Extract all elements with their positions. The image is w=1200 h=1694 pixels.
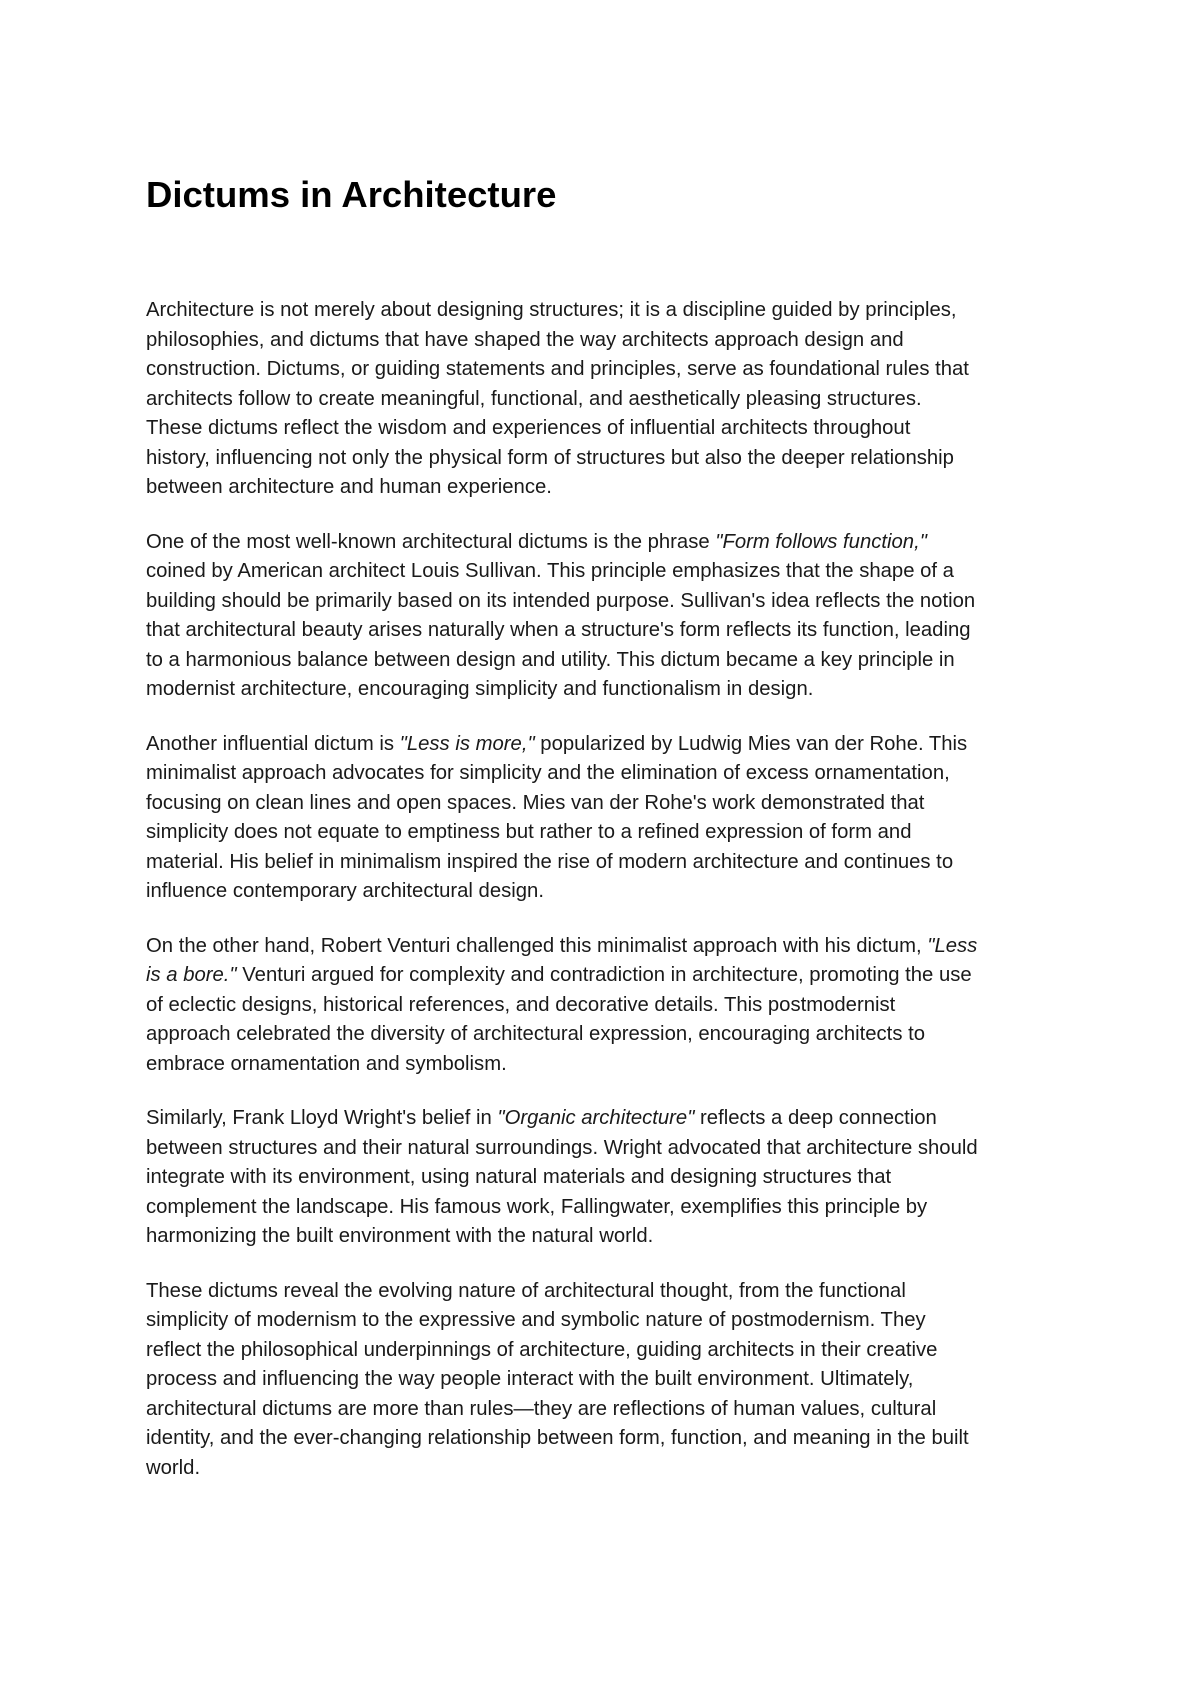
text-run: simplicity does not equate to emptiness but rather to a refined expression of form and: [146, 821, 912, 843]
text-run: These dictums reflect the wisdom and experiences of influential architects throughout: [146, 417, 911, 439]
text-line: [146, 1277, 1066, 1307]
text-run: that architectural beauty arises naturally when a structure's form reflects its function, leading: [146, 619, 971, 641]
text-run: One of the most well-known architectural dictums is the phrase: [146, 530, 716, 553]
text-run: coined by American architect Louis Sullivan. This principle emphasizes that the shape of a: [146, 560, 954, 582]
text-run: architectural dictums are more than rules—they are reflections of human values, cultural: [146, 1397, 937, 1420]
text-run: process and influencing the way people interact with the built environment. Ultimately,: [146, 1368, 914, 1390]
text-run: Architecture is not merely about designing structures; it is a discipline guided by principles,: [146, 299, 957, 321]
text-line: [146, 789, 1066, 819]
text-line: [146, 587, 1066, 617]
text-line: [146, 1050, 1066, 1080]
quoted-dictum: is a bore.": [146, 964, 237, 986]
text-line: [146, 1424, 1066, 1454]
text-run: approach celebrated the diversity of architectural expression, encouraging architects to: [146, 1023, 926, 1045]
text-line: [146, 557, 1066, 587]
text-line: [146, 616, 1066, 646]
text-run: between structures and their natural surroundings. Wright advocated that architecture should: [146, 1136, 978, 1159]
text-run: integrate with its environment, using natural materials and designing structures that: [146, 1166, 892, 1188]
text-line: [146, 1395, 1066, 1425]
quoted-dictum: "Organic architecture": [497, 1107, 695, 1129]
text-run: reflects a deep connection: [694, 1107, 937, 1129]
text-line: [146, 1134, 1066, 1164]
text-run: embrace ornamentation and symbolism.: [146, 1052, 507, 1075]
text-run: philosophies, and dictums that have shaped the way architects approach design and: [146, 328, 904, 351]
text-run: influence contemporary architectural design.: [146, 880, 544, 902]
body-paragraph: [146, 932, 1066, 1080]
text-line: [146, 1454, 1066, 1484]
text-run: popularized by Ludwig Mies van der Rohe. This: [534, 732, 968, 755]
text-line: [146, 818, 1066, 848]
text-line: [146, 414, 1066, 444]
text-line: [146, 1193, 1066, 1223]
text-line: [146, 296, 1066, 326]
text-line: [146, 385, 1066, 415]
text-run: history, influencing not only the physical form of structures but also the deeper relationship: [146, 446, 954, 469]
text-line: [146, 1365, 1066, 1395]
text-run: Similarly, Frank Lloyd Wright's belief in: [146, 1107, 498, 1129]
text-run: harmonizing the built environment with the natural world.: [146, 1225, 654, 1247]
text-line: [146, 1163, 1066, 1193]
text-line: [146, 1020, 1066, 1050]
document-title: Dictums in Architecture: [146, 174, 557, 215]
text-run: reflect the philosophical underpinnings of architecture, guiding architects in their creative: [146, 1338, 938, 1361]
text-line: [146, 932, 1066, 962]
text-line: [146, 1306, 1066, 1336]
text-run: identity, and the ever-changing relationship between form, function, and meaning in the built: [146, 1427, 969, 1449]
text-line: [146, 991, 1066, 1021]
text-run: to a harmonious balance between design and utility. This dictum became a key principle in: [146, 648, 955, 671]
text-run: These dictums reveal the evolving nature of architectural thought, from the functional: [146, 1279, 906, 1302]
text-run: Another influential dictum is: [146, 732, 400, 755]
document-body: [146, 296, 1066, 1508]
text-run: material. His belief in minimalism inspired the rise of modern architecture and continues to: [146, 850, 954, 873]
text-run: architects follow to create meaningful, functional, and aesthetically pleasing structures.: [146, 387, 922, 410]
text-line: [146, 848, 1066, 878]
text-line: [146, 444, 1066, 474]
text-run: world.: [146, 1456, 201, 1479]
text-run: On the other hand, Robert Venturi challenged this minimalist approach with his dictum,: [146, 934, 928, 957]
text-line: [146, 675, 1066, 705]
text-run: focusing on clean lines and open spaces. Mies van der Rohe's work demonstrated that: [146, 791, 925, 814]
body-paragraph: [146, 1104, 1066, 1252]
text-run: building should be primarily based on its intended purpose. Sullivan's idea reflects the notion: [146, 589, 976, 612]
text-line: [146, 1222, 1066, 1252]
text-line: [146, 355, 1066, 385]
text-line: [146, 730, 1066, 760]
text-run: construction. Dictums, or guiding statements and principles, serve as foundational rules that: [146, 358, 969, 380]
text-line: [146, 646, 1066, 676]
body-paragraph: [146, 528, 1066, 705]
text-line: [146, 961, 1066, 991]
text-run: Venturi argued for complexity and contradiction in architecture, promoting the use: [236, 964, 972, 986]
text-line: [146, 326, 1066, 356]
text-run: simplicity of modernism to the expressive and symbolic nature of postmodernism. They: [146, 1309, 926, 1331]
quoted-dictum: "Less is more,": [399, 732, 535, 755]
body-paragraph: [146, 1277, 1066, 1484]
text-line: [146, 759, 1066, 789]
text-run: of eclectic designs, historical references, and decorative details. This postmodernist: [146, 993, 896, 1016]
text-run: between architecture and human experience.: [146, 476, 552, 498]
text-run: minimalist approach advocates for simplicity and the elimination of excess ornamentation,: [146, 762, 950, 784]
text-line: [146, 877, 1066, 907]
body-paragraph: [146, 730, 1066, 907]
text-line: [146, 528, 1066, 558]
text-run: modernist architecture, encouraging simplicity and functionalism in design.: [146, 678, 814, 700]
body-paragraph: [146, 296, 1066, 503]
text-line: [146, 473, 1066, 503]
quoted-dictum: "Form follows function,": [715, 530, 927, 553]
quoted-dictum: "Less: [927, 934, 978, 957]
text-run: complement the landscape. His famous work, Fallingwater, exemplifies this principle by: [146, 1195, 928, 1218]
text-line: [146, 1104, 1066, 1134]
text-line: [146, 1336, 1066, 1366]
